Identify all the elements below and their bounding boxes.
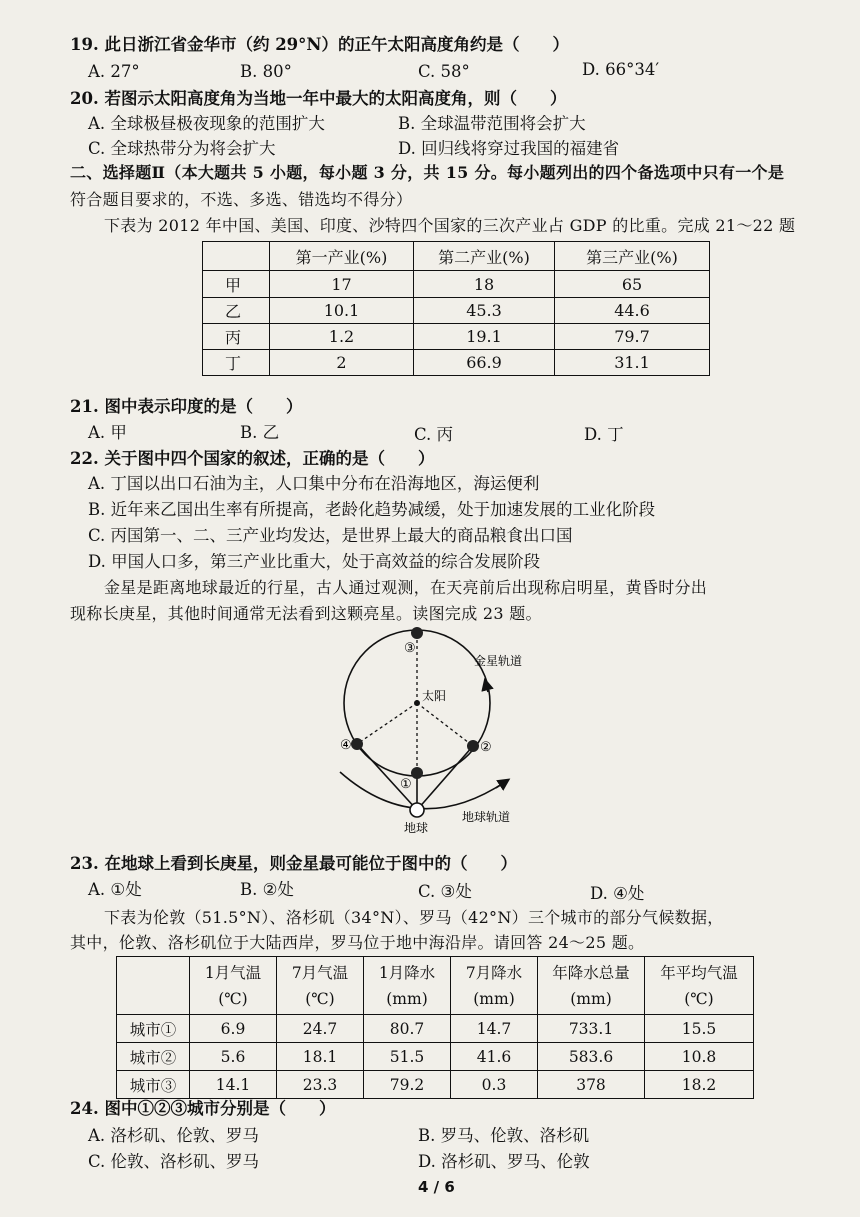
q21-option-b: B. 乙 bbox=[240, 423, 280, 442]
q22-option-c: C. 丙国第一、二、三产业均发达，是世界上最大的商品粮食出口国 bbox=[88, 526, 573, 545]
climate-cell: 733.1 bbox=[538, 1015, 645, 1043]
climate-header-cell bbox=[277, 957, 364, 1015]
q21-option-a: A. 甲 bbox=[88, 423, 127, 442]
climate-intro-line-1: 下表为伦敦（51.5°N）、洛杉矶（34°N）、罗马（42°N）三个城市的部分气候数据， bbox=[104, 908, 724, 927]
gdp-country-cell: 甲 bbox=[203, 271, 270, 298]
question-24-stem: 24. 图中①②③城市分别是（ ） bbox=[70, 1099, 336, 1118]
gdp-cell: 2 bbox=[270, 350, 414, 376]
venus-intro-line-1: 金星是距离地球最近的行星，古人通过观测，在天亮前后出现称启明星，黄昏时分出 bbox=[104, 578, 708, 597]
q19-option-d: D. 66°34′ bbox=[582, 60, 660, 79]
city-name-cell: 城市① bbox=[117, 1015, 190, 1043]
venus-position-4 bbox=[351, 738, 363, 750]
q24-option-a: A. 洛杉矶、伦敦、罗马 bbox=[88, 1126, 259, 1145]
question-21-stem: 21. 图中表示印度的是（ ） bbox=[70, 397, 303, 416]
gdp-cell: 18 bbox=[414, 271, 555, 298]
venus-intro-line-2: 现称长庚星，其他时间通常无法看到这颗亮星。读图完成 23 题。 bbox=[70, 604, 542, 623]
gdp-cell: 45.3 bbox=[414, 298, 555, 324]
gdp-cell: 66.9 bbox=[414, 350, 555, 376]
gdp-country-cell: 丙 bbox=[203, 324, 270, 350]
gdp-cell: 19.1 bbox=[414, 324, 555, 350]
sun-label: 太阳 bbox=[422, 689, 447, 703]
climate-cell: 14.1 bbox=[190, 1071, 277, 1099]
header-label: 1月气温 bbox=[204, 963, 262, 982]
gdp-cell: 1.2 bbox=[270, 324, 414, 350]
header-unit: (mm) bbox=[570, 989, 612, 1008]
climate-intro-line-2: 其中，伦敦、洛杉矶位于大陆西岸，罗马位于地中海沿岸。请回答 24～25 题。 bbox=[70, 933, 645, 952]
earth-orbit-label: 地球轨道 bbox=[462, 810, 511, 824]
venus-position-1 bbox=[411, 767, 423, 779]
climate-cell: 14.7 bbox=[451, 1015, 538, 1043]
q23-option-a: A. ①处 bbox=[88, 880, 142, 899]
climate-cell: 18.2 bbox=[645, 1071, 754, 1099]
venus-orbit-diagram bbox=[320, 620, 570, 840]
q22-option-b: B. 近年来乙国出生率有所提高，老龄化趋势减缓，处于加速发展的工业化阶段 bbox=[88, 500, 656, 519]
gdp-cell: 17 bbox=[270, 271, 414, 298]
climate-cell: 6.9 bbox=[190, 1015, 277, 1043]
section-2-heading: 二、选择题Ⅱ（本大题共 5 小题，每小题 3 分，共 15 分。每小题列出的四个备选项中只有一个是 bbox=[70, 163, 785, 182]
marker-1: ① bbox=[400, 777, 412, 792]
table-row bbox=[203, 298, 710, 324]
section-2-instructions: 符合题目要求的，不选、多选、错选均不得分） bbox=[70, 190, 413, 209]
climate-header-cell bbox=[117, 957, 190, 1015]
header-label: 7月降水 bbox=[465, 963, 523, 982]
city-name-cell: 城市② bbox=[117, 1043, 190, 1071]
table-row bbox=[203, 271, 710, 298]
header-unit: (℃) bbox=[684, 989, 714, 1008]
q19-option-b: B. 80° bbox=[240, 62, 292, 81]
gdp-cell: 10.1 bbox=[270, 298, 414, 324]
q24-option-d: D. 洛杉矶、罗马、伦敦 bbox=[418, 1152, 590, 1171]
question-23-stem: 23. 在地球上看到长庚星，则金星最可能位于图中的（ ） bbox=[70, 854, 517, 873]
q20-option-a: A. 全球极昼极夜现象的范围扩大 bbox=[88, 114, 325, 133]
marker-2: ② bbox=[480, 740, 492, 755]
header-label: 1月降水 bbox=[378, 963, 436, 982]
q21-option-d: D. 丁 bbox=[584, 425, 624, 444]
gdp-table-intro: 下表为 2012 年中国、美国、印度、沙特四个国家的三次产业占 GDP 的比重。完成 21～22 题 bbox=[104, 216, 796, 235]
gdp-table-header-row bbox=[203, 242, 710, 271]
climate-header-cell bbox=[190, 957, 277, 1015]
gdp-cell: 44.6 bbox=[555, 298, 710, 324]
gdp-cell: 31.1 bbox=[555, 350, 710, 376]
gdp-country-cell: 丁 bbox=[203, 350, 270, 376]
climate-cell: 23.3 bbox=[277, 1071, 364, 1099]
climate-header-cell bbox=[645, 957, 754, 1015]
gdp-cell: 65 bbox=[555, 271, 710, 298]
gdp-country-cell: 乙 bbox=[203, 298, 270, 324]
climate-header-cell bbox=[364, 957, 451, 1015]
q20-option-b: B. 全球温带范围将会扩大 bbox=[398, 114, 586, 133]
venus-position-2 bbox=[467, 740, 479, 752]
climate-cell: 24.7 bbox=[277, 1015, 364, 1043]
climate-table-header-row bbox=[117, 957, 754, 1015]
header-unit: (mm) bbox=[386, 989, 428, 1008]
header-label: 7月气温 bbox=[291, 963, 349, 982]
earth-icon bbox=[410, 803, 424, 817]
climate-cell: 0.3 bbox=[451, 1071, 538, 1099]
table-row bbox=[203, 324, 710, 350]
q23-option-c: C. ③处 bbox=[418, 882, 472, 901]
gdp-header-cell: 第三产业(%) bbox=[555, 242, 710, 271]
climate-cell: 79.2 bbox=[364, 1071, 451, 1099]
question-22-stem: 22. 关于图中四个国家的叙述，正确的是（ ） bbox=[70, 449, 435, 468]
gdp-header-cell bbox=[203, 242, 270, 271]
marker-3: ③ bbox=[404, 641, 416, 656]
table-row bbox=[117, 1043, 754, 1071]
climate-table bbox=[116, 956, 754, 1099]
q19-option-a: A. 27° bbox=[88, 62, 140, 81]
header-label: 年降水总量 bbox=[552, 963, 630, 982]
marker-4: ④ bbox=[340, 738, 352, 753]
header-unit: (℃) bbox=[218, 989, 248, 1008]
q20-option-d: D. 回归线将穿过我国的福建省 bbox=[398, 139, 620, 158]
climate-cell: 10.8 bbox=[645, 1043, 754, 1071]
gdp-table bbox=[202, 241, 710, 376]
q23-option-d: D. ④处 bbox=[590, 884, 645, 903]
climate-cell: 15.5 bbox=[645, 1015, 754, 1043]
climate-header-cell bbox=[538, 957, 645, 1015]
q24-option-c: C. 伦敦、洛杉矶、罗马 bbox=[88, 1152, 260, 1171]
table-row bbox=[117, 1015, 754, 1043]
climate-cell: 41.6 bbox=[451, 1043, 538, 1071]
gdp-header-cell: 第一产业(%) bbox=[270, 242, 414, 271]
climate-cell: 583.6 bbox=[538, 1043, 645, 1071]
climate-cell: 5.6 bbox=[190, 1043, 277, 1071]
header-unit: (mm) bbox=[473, 989, 515, 1008]
header-unit: (℃) bbox=[305, 989, 335, 1008]
venus-position-3 bbox=[411, 627, 423, 639]
gdp-cell: 79.7 bbox=[555, 324, 710, 350]
earth-label: 地球 bbox=[404, 821, 429, 835]
climate-cell: 80.7 bbox=[364, 1015, 451, 1043]
q19-option-c: C. 58° bbox=[418, 62, 470, 81]
earth-orbit-arrow bbox=[496, 782, 505, 788]
climate-header-cell bbox=[451, 957, 538, 1015]
page-number: 4 / 6 bbox=[418, 1178, 455, 1196]
sun-icon bbox=[414, 700, 420, 706]
gdp-header-cell: 第二产业(%) bbox=[414, 242, 555, 271]
q22-option-d: D. 甲国人口多，第三产业比重大，处于高效益的综合发展阶段 bbox=[88, 552, 541, 571]
venus-orbit-label: 金星轨道 bbox=[474, 654, 523, 668]
climate-cell: 51.5 bbox=[364, 1043, 451, 1071]
climate-cell: 18.1 bbox=[277, 1043, 364, 1071]
q21-option-c: C. 丙 bbox=[414, 425, 454, 444]
city-name-cell: 城市③ bbox=[117, 1071, 190, 1099]
table-row bbox=[203, 350, 710, 376]
q24-option-b: B. 罗马、伦敦、洛杉矶 bbox=[418, 1126, 590, 1145]
question-20-stem: 20. 若图示太阳高度角为当地一年中最大的太阳高度角，则（ ） bbox=[70, 89, 567, 108]
q20-option-c: C. 全球热带分为将会扩大 bbox=[88, 139, 276, 158]
q22-option-a: A. 丁国以出口石油为主，人口集中分布在沿海地区，海运便利 bbox=[88, 474, 540, 493]
question-19-stem: 19. 此日浙江省金华市（约 29°N）的正午太阳高度角约是（ ） bbox=[70, 35, 569, 54]
header-label: 年平均气温 bbox=[660, 963, 738, 982]
climate-cell: 378 bbox=[538, 1071, 645, 1099]
q23-option-b: B. ②处 bbox=[240, 880, 294, 899]
